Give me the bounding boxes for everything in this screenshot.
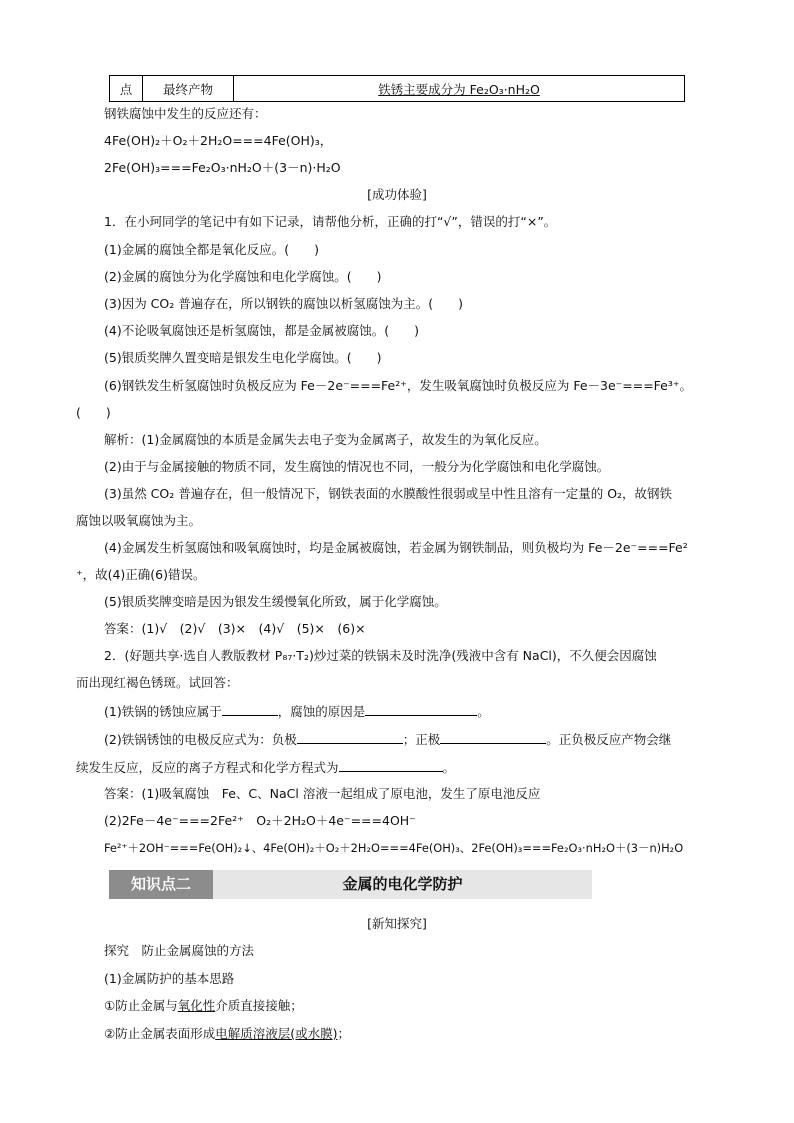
equation: 4Fe(OH)₂＋O₂＋2H₂O===4Fe(OH)₃， bbox=[104, 133, 333, 148]
answer-line: Fe²⁺＋2OH⁻===Fe(OH)₂↓、4Fe(OH)₂＋O₂＋2H₂O===4Fe(OH)₃、2Fe(OH)₃===Fe₂O₃·nH₂O＋(3－n)H₂O bbox=[104, 841, 684, 855]
question-item: (6)钢铁发生析氢腐蚀时负极反应为 Fe－2e⁻===Fe²⁺，发生吸氧腐蚀时负极反应为 Fe－3e⁻===Fe³⁺。 bbox=[104, 378, 692, 393]
point-keyword: 氧化性 bbox=[177, 998, 216, 1013]
question-text: ；正极 bbox=[402, 732, 441, 747]
question-item: (3)因为 CO₂ 普遍存在，所以钢铁的腐蚀以析氢腐蚀为主。( ) bbox=[104, 296, 463, 311]
analysis-line: 解析：(1)金属腐蚀的本质是金属失去电子变为金属离子，故发生的为氧化反应。 bbox=[104, 432, 547, 447]
rust-composition: 铁锈主要成分为 Fe₂O₃·nH₂O bbox=[378, 81, 540, 97]
section-heading: [成功体验] bbox=[367, 187, 427, 202]
answer-blank[interactable] bbox=[365, 703, 477, 716]
question-text: ，腐蚀的原因是 bbox=[277, 704, 366, 719]
banner-label: 知识点二 bbox=[109, 870, 213, 899]
question-text: 续发生反应，反应的离子方程式和化学方程式为 bbox=[76, 760, 339, 775]
point-keyword: 电解质溶液层(或水膜) bbox=[215, 1026, 338, 1041]
section-heading: [新知探究] bbox=[367, 916, 427, 931]
explore-title: 探究 防止金属腐蚀的方法 bbox=[104, 943, 255, 958]
explore-subheading: (1)金属防护的基本思路 bbox=[104, 971, 235, 986]
point-text: ①防止金属与 bbox=[104, 998, 178, 1013]
table-cell: 点 bbox=[110, 76, 143, 102]
fill-in-question bbox=[104, 703, 490, 720]
equation: 2Fe(OH)₃===Fe₂O₃·nH₂O＋(3－n)·H₂O bbox=[104, 160, 341, 175]
question-item: (4)不论吸氧腐蚀还是析氢腐蚀，都是金属被腐蚀。( ) bbox=[104, 323, 419, 338]
analysis-line: 腐蚀以吸氧腐蚀为主。 bbox=[76, 513, 202, 528]
question-text: 。 bbox=[442, 760, 456, 775]
answer-blank[interactable] bbox=[339, 759, 443, 772]
corrosion-table bbox=[109, 75, 685, 102]
question-stem: 2．(好题共享·选自人教版教材 P₈₇·T₂)炒过菜的铁锅未及时洗净(残液中含有 NaCl)，不久便会因腐蚀 bbox=[104, 648, 657, 663]
analysis-line: (2)由于与金属接触的物质不同，发生腐蚀的情况也不同，一般分为化学腐蚀和电化学腐蚀。 bbox=[104, 459, 610, 474]
table-row bbox=[110, 76, 685, 102]
answer-bracket: ( ) bbox=[76, 405, 111, 420]
analysis-line: (4)金属发生析氢腐蚀和吸氧腐蚀时，均是金属被腐蚀，若金属为钢铁制品，则负极均为 Fe－2e⁻===Fe² bbox=[104, 540, 688, 555]
answer-line: (2)2Fe－4e⁻===2Fe²⁺ O₂＋2H₂O＋4e⁻===4OH⁻ bbox=[104, 813, 416, 828]
question-item: (5)银质奖牌久置变暗是银发生电化学腐蚀。( ) bbox=[104, 350, 382, 365]
fill-in-question bbox=[104, 731, 671, 748]
answer-blank[interactable] bbox=[440, 731, 546, 744]
point-text: ； bbox=[337, 1026, 350, 1041]
answer-blank[interactable] bbox=[222, 703, 278, 716]
question-text: (2)铁锅锈蚀的电极反应式为：负极 bbox=[104, 732, 297, 747]
analysis-line: ⁺，故(4)正确(6)错误。 bbox=[76, 567, 206, 582]
question-stem: 1．在小珂同学的笔记中有如下记录，请帮他分析，正确的打“√”，错误的打“×”。 bbox=[104, 214, 557, 229]
question-item: (2)金属的腐蚀分为化学腐蚀和电化学腐蚀。( ) bbox=[104, 269, 382, 284]
section-banner bbox=[109, 870, 592, 899]
explore-point bbox=[104, 998, 303, 1014]
fill-in-question bbox=[76, 759, 455, 776]
intro-text: 钢铁腐蚀中发生的反应还有： bbox=[104, 106, 267, 121]
point-text: 介质直接接触； bbox=[215, 998, 303, 1013]
point-text: ②防止金属表面形成 bbox=[104, 1026, 216, 1041]
analysis-line: (3)虽然 CO₂ 普遍存在，但一般情况下，钢铁表面的水膜酸性很弱或呈中性且溶有一定量的 O₂，故钢铁 bbox=[104, 486, 673, 501]
question-text: 。正负极反应产物会继 bbox=[546, 732, 672, 747]
answer-blank[interactable] bbox=[297, 731, 403, 744]
analysis-line: (5)银质奖牌变暗是因为银发生缓慢氧化所致，属于化学腐蚀。 bbox=[104, 594, 447, 609]
answer-line: 答案：(1)√ (2)√ (3)× (4)√ (5)× (6)× bbox=[104, 621, 366, 636]
question-stem: 而出现红褐色锈斑。试回答： bbox=[76, 675, 239, 690]
explore-point bbox=[104, 1026, 350, 1042]
banner-title: 金属的电化学防护 bbox=[342, 875, 463, 893]
answer-line: 答案：(1)吸氧腐蚀 Fe、C、NaCl 溶液一起组成了原电池，发生了原电池反应 bbox=[104, 786, 541, 801]
table-cell: 最终产物 bbox=[143, 76, 234, 102]
question-text: (1)铁锅的锈蚀应属于 bbox=[104, 704, 222, 719]
table-cell bbox=[234, 76, 685, 102]
question-text: 。 bbox=[477, 704, 490, 719]
question-item: (1)金属的腐蚀全都是氧化反应。( ) bbox=[104, 242, 319, 257]
